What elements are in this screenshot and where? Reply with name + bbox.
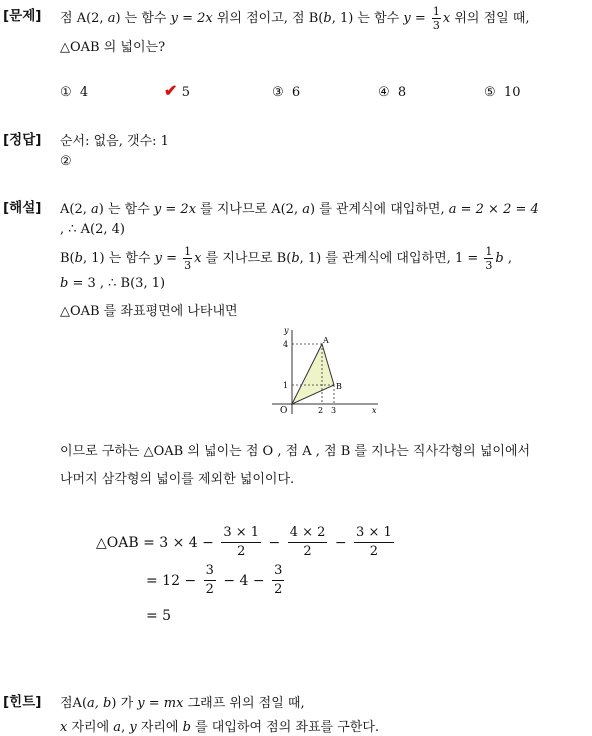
- origin-label: O: [280, 406, 288, 416]
- hint-line-2: x 자리에 a, y 자리에 b 를 대입하여 점의 좌표를 구한다.: [60, 720, 380, 735]
- tick-x3: 3: [331, 406, 337, 415]
- problem-fraction: $\frac{1}{3}$: [432, 5, 440, 32]
- choice-5[interactable]: ⑤ 10: [484, 85, 521, 100]
- tick-y4: 4: [283, 340, 289, 349]
- hint-label: [힌트]: [3, 694, 42, 710]
- y-axis-label: y: [284, 326, 289, 335]
- solution-line-5: △OAB 를 좌표평면에 나타내면: [60, 304, 238, 319]
- solution-line-4: b = 3 , ∴ B(3, 1): [60, 276, 166, 291]
- hint-line-1: 점A(a, b) 가 y = mx 그래프 위의 점일 때,: [60, 696, 305, 711]
- answer-line-1: 순서: 없음, 갯수: 1: [60, 134, 169, 149]
- solution-label: [해설]: [3, 200, 42, 216]
- choice-2[interactable]: ✔ 5: [164, 81, 191, 100]
- choice-3[interactable]: ③ 6: [272, 85, 301, 100]
- equation-line-1: △OAB = 3 × 4 − $\frac{3 \times 1}{2}$ − $\frac{4 \times 2}{2}$ − $\frac{3 \times 1}{2}$: [96, 525, 392, 560]
- coordinate-graph: [262, 322, 386, 418]
- solution-line-1: A(2, a) 는 함수 y = 2x 를 지나므로 A(2, a) 를 관계식에 대입하면, a = 2 × 2 = 4: [60, 202, 539, 217]
- problem-label: [문제]: [3, 8, 42, 24]
- x-axis-label: x: [372, 406, 377, 415]
- problem-line-2: △OAB 의 넓이는?: [60, 40, 166, 55]
- answer-line-2: ②: [60, 154, 72, 169]
- triangle-oab: [292, 344, 334, 404]
- equation-line-2: = 12 − $\frac{3}{2}$ − 4 − $\frac{3}{2}$: [146, 563, 283, 598]
- choice-1[interactable]: ① 4: [60, 85, 89, 100]
- tick-x2: 2: [318, 406, 324, 415]
- solution-paragraph-2: 나머지 삼각형의 넓이를 제외한 넓이이다.: [60, 472, 295, 487]
- problem-line-1: 점 A(2, a) 는 함수 y = 2x 위의 점이고, 점 B(b, 1) 는 함수 y = $\frac{1}{3}$ x 위의 점일 때,: [60, 5, 530, 32]
- point-b-label: B: [336, 382, 342, 391]
- solution-paragraph-1: 이므로 구하는 △OAB 의 넓이는 점 O , 점 A , 점 B 를 지나는 직사각형의 넓이에서: [60, 444, 531, 459]
- choice-4[interactable]: ④ 8: [378, 85, 407, 100]
- solution-line-3: B(b, 1) 는 함수 y = $\frac{1}{3}$ x 를 지나므로 B(b, 1) 를 관계식에 대입하면, 1 = $\frac{1}{3}$ b ,: [60, 245, 512, 272]
- solution-line-2: , ∴ A(2, 4): [60, 222, 126, 237]
- answer-label: [정답]: [3, 132, 42, 148]
- equation-line-3: = 5: [146, 608, 172, 624]
- point-a-label: A: [323, 336, 329, 345]
- tick-y1: 1: [283, 381, 289, 390]
- checkmark-icon: ✔: [164, 81, 178, 100]
